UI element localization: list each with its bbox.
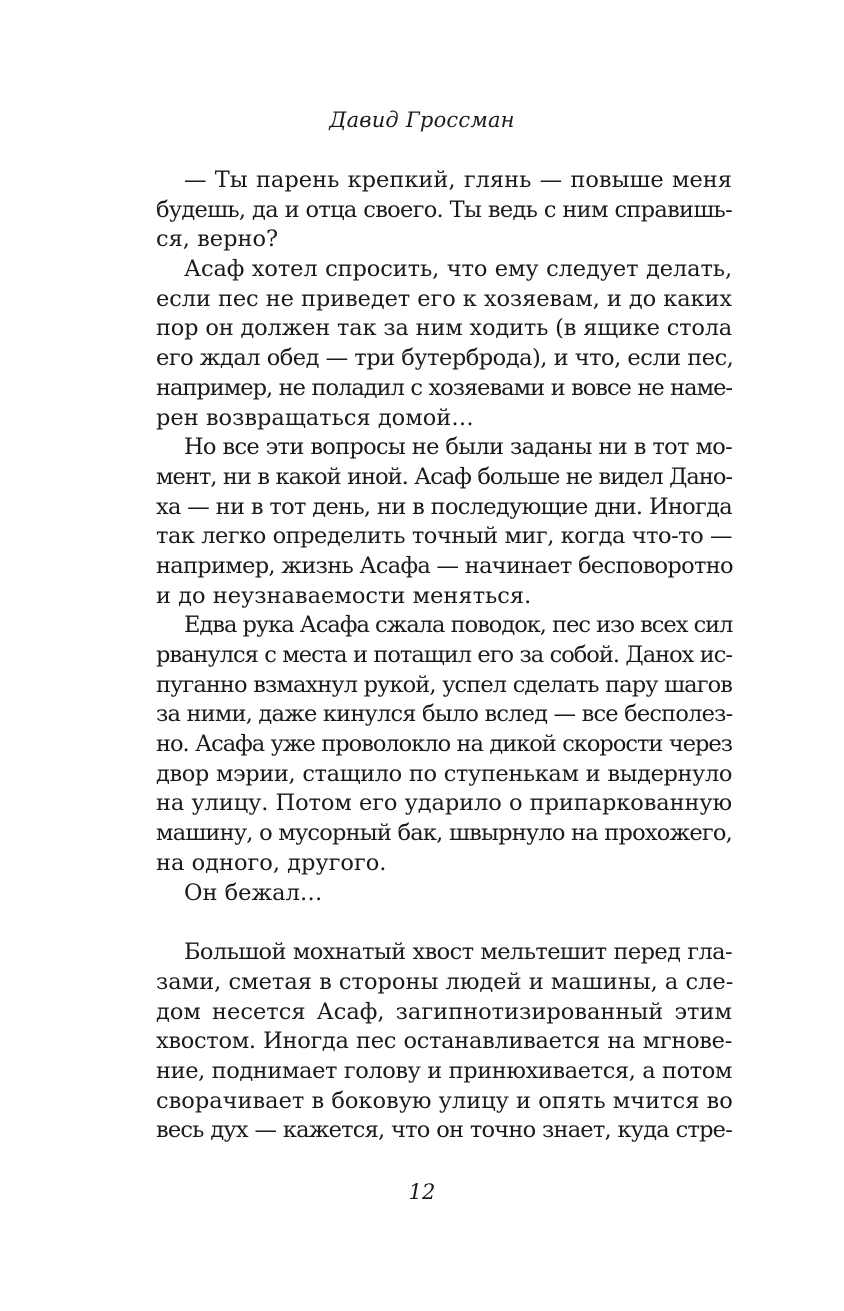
text-line: машину, о мусорный бак, швырнуло на прохожего, (156, 820, 732, 847)
text-line: Но все эти вопросы не были заданы ни в тот мо- (184, 434, 732, 461)
text-line: хвостом. Иногда пес останавливается на мгнове- (156, 1028, 732, 1055)
text-line: ние, поднимает голову и принюхивается, а потом (156, 1057, 733, 1084)
text-line: сворачивает в боковую улицу и опять мчится во (156, 1087, 733, 1114)
section-break (156, 908, 732, 938)
text-line: ся, верно? (156, 226, 279, 253)
text-line: так легко определить точный миг, когда что-то — (156, 523, 732, 550)
text-line: на улицу. Потом его ударило о припаркованную (156, 790, 732, 817)
text-line: пор он должен так за ним ходить (в ящике стола (156, 315, 732, 342)
text-line: будешь, да и отца своего. Ты ведь с ним справишь- (156, 196, 732, 223)
text-line: Едва рука Асафа сжала поводок, пес изо всех сил (184, 612, 733, 639)
text-line: — Ты парень крепкий, глянь — повыше меня (184, 167, 732, 193)
text-line: рванулся с места и потащил его за собой. Данох ис- (156, 642, 732, 668)
text-line: например, не поладил с хозяевами и вовсе не наме- (156, 374, 732, 401)
text-line: Асаф хотел спросить, что ему следует делать, (184, 256, 732, 283)
text-line: рен возвращаться домой… (156, 404, 474, 431)
text-line: двор мэрии, стащило по ступенькам и выдернуло (156, 760, 732, 787)
text-line: Большой мохнатый хвост мельтешит перед гла- (184, 939, 732, 966)
body-text (156, 166, 732, 1146)
running-header-author: Давид Гроссман (329, 108, 515, 132)
text-line: пуганно взмахнул рукой, успел сделать пару шагов (156, 671, 732, 698)
text-line: но. Асафа уже проволокло на дикой скорости через (156, 731, 732, 758)
text-line: ха — ни в тот день, ни в последующие дни. Иногда (156, 493, 732, 520)
text-line: зами, сметая в стороны людей и машины, а сле- (156, 968, 734, 995)
text-line: например, жизнь Асафа — начинает бесповоротно (156, 552, 733, 579)
text-line: если пес не приведет его к хозяевам, и до каких (156, 285, 732, 312)
page-number: 12 (408, 1180, 436, 1204)
text-line: за ними, даже кинулся было вслед — все бесполез- (156, 701, 733, 728)
text-line: на одного, другого. (156, 849, 387, 876)
text-line: Он бежал… (184, 879, 323, 906)
text-line: дом несется Асаф, загипнотизированный этим (156, 998, 732, 1025)
text-line: весь дух — кажется, что он точно знает, куда стре- (156, 1117, 732, 1144)
text-line: и до неузнаваемости меняться. (156, 582, 532, 609)
text-line: мент, ни в какой иной. Асаф больше не видел Дано- (156, 463, 732, 490)
text-line: его ждал обед — три бутерброда), и что, если пес, (156, 345, 734, 372)
